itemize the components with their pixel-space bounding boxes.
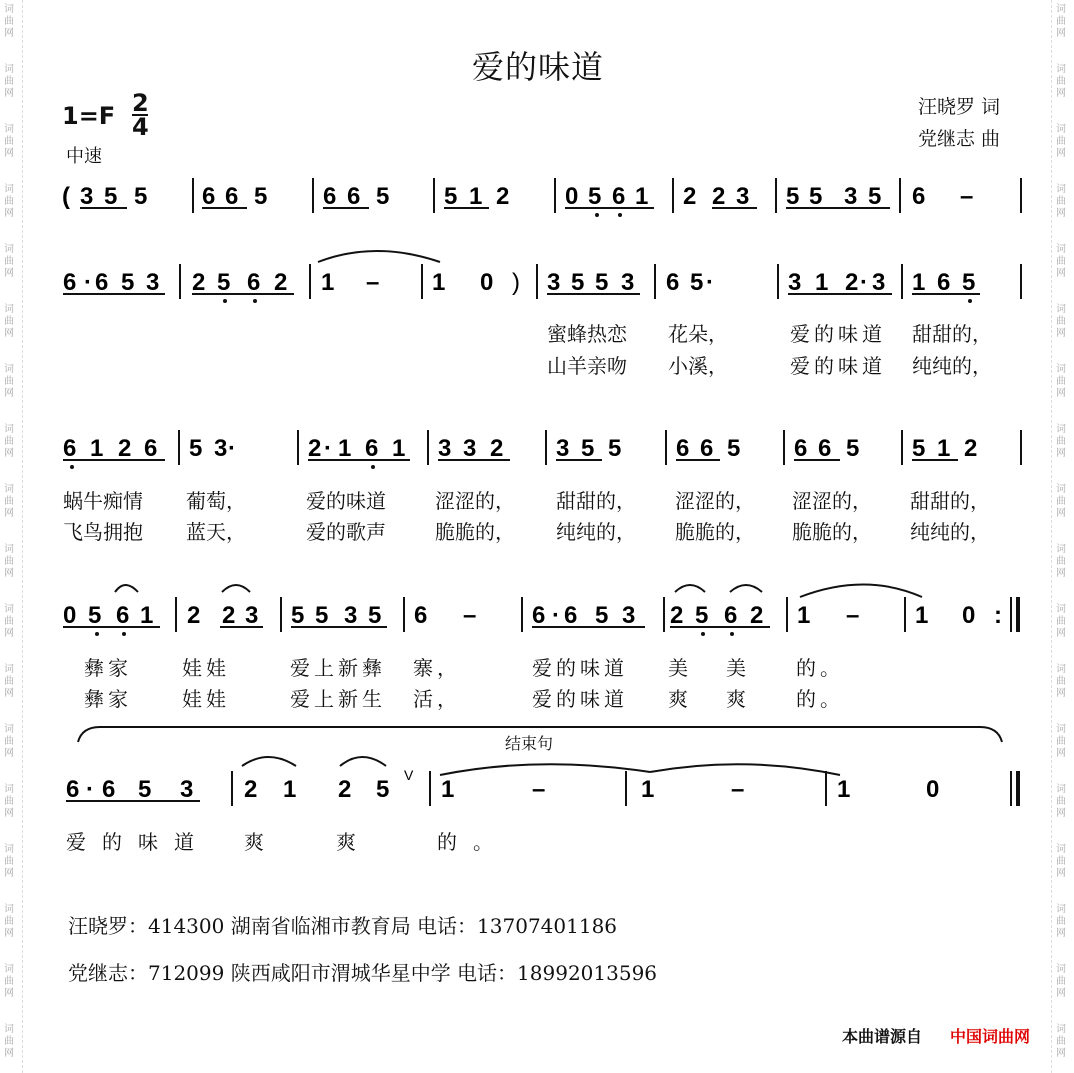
watermark-glyph: 曲	[1056, 496, 1066, 507]
watermark-glyph: 网	[1056, 868, 1066, 879]
watermark-glyph: 曲	[4, 796, 14, 807]
svg-text:6: 6	[700, 435, 714, 462]
svg-text:2: 2	[118, 435, 132, 462]
lyric-l3v1-0: 蜗牛痴情	[63, 489, 143, 513]
svg-text:5: 5	[809, 183, 823, 210]
lyric-l3v2-1: 蓝天，	[186, 520, 246, 544]
watermark-glyph: 词	[1056, 184, 1066, 195]
watermark-glyph: 曲	[1056, 16, 1066, 27]
lyric-l4v2-6: 爽	[726, 687, 750, 711]
svg-text:1: 1	[441, 776, 455, 803]
watermark-glyph: 曲	[4, 316, 14, 327]
svg-text:3: 3	[844, 183, 858, 210]
svg-text:2: 2	[845, 269, 859, 296]
svg-text:3: 3	[245, 602, 259, 629]
watermark-glyph: 曲	[1056, 76, 1066, 87]
svg-text:3: 3	[180, 776, 194, 803]
watermark-glyph: 曲	[1056, 376, 1066, 387]
svg-text:2: 2	[187, 602, 201, 629]
lyric-l4v2-1: 娃娃	[182, 687, 230, 711]
svg-text:2: 2	[750, 602, 764, 629]
svg-text:2: 2	[244, 776, 258, 803]
svg-text:6: 6	[666, 269, 680, 296]
lyric-l2v1-d: 甜甜的，	[912, 322, 992, 346]
svg-text:6: 6	[63, 269, 77, 296]
lyric-l5-2: 爽	[336, 830, 372, 854]
lyric-l4v1-3: 寨，	[413, 656, 461, 680]
svg-text:·: ·	[552, 602, 560, 629]
watermark-glyph: 网	[4, 208, 14, 219]
svg-text:5: 5	[608, 435, 622, 462]
svg-text:3: 3	[146, 269, 160, 296]
svg-text:–: –	[846, 602, 860, 629]
watermark-glyph: 网	[4, 568, 14, 579]
song-title: 爱的味道	[472, 48, 605, 86]
watermark-glyph: 曲	[1056, 556, 1066, 567]
watermark-glyph: 曲	[4, 736, 14, 747]
lyric-l3v1-2: 爱的味道	[306, 489, 386, 513]
svg-text:5: 5	[595, 269, 609, 296]
watermark-glyph: 网	[1056, 88, 1066, 99]
svg-text:3: 3	[463, 435, 477, 462]
lyric-l3v1-1: 葡萄，	[186, 489, 246, 513]
watermark-glyph: 曲	[1056, 1036, 1066, 1047]
svg-text:2: 2	[222, 602, 236, 629]
svg-text:1: 1	[321, 269, 335, 296]
watermark-glyph: 网	[4, 328, 14, 339]
lyric-l2v2-b: 小溪，	[668, 354, 728, 378]
lyric-l4v2-5: 爽	[668, 687, 692, 711]
lyric-l5-0: 爱的味道	[66, 830, 210, 854]
lyric-l3v2-7: 纯纯的，	[910, 520, 990, 544]
lyric-l3v2-5: 脆脆的，	[675, 520, 755, 544]
svg-text:6: 6	[676, 435, 690, 462]
svg-text:5: 5	[291, 602, 305, 629]
watermark-glyph: 词	[1056, 304, 1066, 315]
watermark-glyph: 曲	[4, 856, 14, 867]
svg-text:5: 5	[121, 269, 135, 296]
watermark-glyph: 词	[4, 904, 14, 915]
watermark-glyph: 曲	[4, 616, 14, 627]
svg-text:6: 6	[323, 183, 337, 210]
svg-text:1: 1	[641, 776, 655, 803]
svg-text:2: 2	[670, 602, 684, 629]
lyricist-contact: 汪晓罗：414300 湖南省临湘市教育局 电话：13707401186	[68, 914, 618, 938]
watermark-glyph: 网	[4, 388, 14, 399]
svg-text:): )	[512, 269, 520, 296]
svg-text:3: 3	[438, 435, 452, 462]
svg-text:–: –	[731, 776, 745, 803]
svg-text:0: 0	[926, 776, 940, 803]
lyric-l3v2-2: 爱的歌声	[306, 520, 386, 544]
svg-text:5: 5	[912, 435, 926, 462]
svg-text:5: 5	[588, 183, 602, 210]
watermark-glyph: 词	[4, 1024, 14, 1035]
watermark-glyph: 曲	[1056, 976, 1066, 987]
watermark-glyph: 曲	[4, 16, 14, 27]
lyric-l4v1-0: 彝家	[84, 656, 132, 680]
watermark-glyph: 网	[1056, 628, 1066, 639]
svg-text:1: 1	[90, 435, 104, 462]
watermark-glyph: 词	[4, 424, 14, 435]
svg-text:3: 3	[872, 269, 886, 296]
watermark-glyph: 词	[1056, 424, 1066, 435]
watermark-glyph: 曲	[4, 76, 14, 87]
svg-text:5: 5	[189, 435, 203, 462]
watermark-glyph: 词	[1056, 904, 1066, 915]
watermark-glyph: 曲	[1056, 316, 1066, 327]
svg-text:3: 3	[621, 269, 635, 296]
svg-text:3: 3	[214, 435, 228, 462]
svg-text:6: 6	[794, 435, 808, 462]
watermark-glyph: 网	[1056, 688, 1066, 699]
svg-text:5: 5	[138, 776, 152, 803]
svg-text:0: 0	[962, 602, 976, 629]
lyric-l3v2-0: 飞鸟拥抱	[63, 520, 143, 544]
source-label: 本曲谱源自	[842, 1027, 923, 1046]
watermark-glyph: 网	[4, 748, 14, 759]
svg-text:2: 2	[496, 183, 510, 210]
svg-text:–: –	[532, 776, 546, 803]
watermark-glyph: 网	[4, 868, 14, 879]
svg-text:·: ·	[228, 435, 236, 462]
watermark-glyph: 曲	[1056, 676, 1066, 687]
svg-text:5: 5	[254, 183, 268, 210]
lyric-l4v1-1: 娃娃	[182, 656, 230, 680]
svg-text:5: 5	[376, 183, 390, 210]
watermark-glyph: 词	[1056, 964, 1066, 975]
svg-text:–: –	[463, 602, 477, 629]
svg-text:5: 5	[868, 183, 882, 210]
svg-text:6: 6	[102, 776, 116, 803]
watermark-glyph: 词	[1056, 124, 1066, 135]
svg-text:1: 1	[912, 269, 926, 296]
watermark-glyph: 词	[1056, 364, 1066, 375]
svg-text:6: 6	[116, 602, 130, 629]
lyric-l2v2-a: 山羊亲吻	[547, 354, 627, 378]
watermark-glyph: 词	[4, 724, 14, 735]
watermark-glyph: 词	[1056, 4, 1066, 15]
lyric-l2v2-c: 爱的味道	[790, 354, 886, 378]
watermark-glyph: 曲	[1056, 616, 1066, 627]
watermark-glyph: 网	[4, 88, 14, 99]
svg-text:V: V	[404, 767, 414, 783]
watermark-glyph: 网	[4, 268, 14, 279]
svg-text:2: 2	[274, 269, 288, 296]
watermark-glyph: 词	[4, 64, 14, 75]
watermark-glyph: 网	[4, 148, 14, 159]
watermark-glyph: 词	[1056, 244, 1066, 255]
watermark-glyph: 网	[4, 928, 14, 939]
lyric-l3v1-4: 甜甜的，	[556, 489, 636, 513]
svg-text:5: 5	[88, 602, 102, 629]
site-name-link[interactable]: 中国词曲网	[950, 1027, 1031, 1046]
watermark-glyph: 曲	[1056, 916, 1066, 927]
svg-text:2: 2	[712, 183, 726, 210]
watermark-glyph: 网	[1056, 328, 1066, 339]
watermark-glyph: 网	[4, 808, 14, 819]
watermark-glyph: 曲	[1056, 856, 1066, 867]
key-signature: 1=F	[62, 102, 116, 130]
svg-text:5: 5	[846, 435, 860, 462]
lyric-l3v1-3: 涩涩的，	[435, 489, 515, 513]
svg-text:–: –	[366, 269, 380, 296]
svg-text:5: 5	[376, 776, 390, 803]
svg-text:0: 0	[63, 602, 77, 629]
lyric-l3v2-3: 脆脆的，	[435, 520, 515, 544]
watermark-glyph: 网	[1056, 928, 1066, 939]
svg-text:6: 6	[532, 602, 546, 629]
watermark-glyph: 词	[1056, 1024, 1066, 1035]
svg-text:5: 5	[104, 183, 118, 210]
svg-text:6: 6	[818, 435, 832, 462]
svg-text:6: 6	[66, 776, 80, 803]
lyric-l2v1-c: 爱的味道	[790, 322, 886, 346]
svg-text:5: 5	[595, 602, 609, 629]
watermark-glyph: 曲	[4, 976, 14, 987]
svg-text:5: 5	[368, 602, 382, 629]
watermark-glyph: 词	[4, 124, 14, 135]
svg-text:5: 5	[217, 269, 231, 296]
svg-text:5: 5	[695, 602, 709, 629]
svg-text:2: 2	[683, 183, 697, 210]
watermark-glyph: 曲	[4, 676, 14, 687]
svg-text:6: 6	[225, 183, 239, 210]
svg-text:6: 6	[937, 269, 951, 296]
watermark-glyph: 曲	[1056, 256, 1066, 267]
watermark-glyph: 曲	[1056, 196, 1066, 207]
watermark-glyph: 曲	[1056, 736, 1066, 747]
lyric-l3v2-6: 脆脆的，	[792, 520, 872, 544]
svg-text:3: 3	[344, 602, 358, 629]
lyric-l4v1-4: 爱的味道	[532, 656, 628, 680]
svg-text:6: 6	[95, 269, 109, 296]
lyric-l4v2-7: 的。	[796, 687, 844, 711]
svg-text:6: 6	[724, 602, 738, 629]
watermark-glyph: 网	[1056, 448, 1066, 459]
lyricist-credit: 汪晓罗 词	[918, 96, 1001, 118]
svg-text:5: 5	[690, 269, 704, 296]
svg-text::: :	[994, 602, 1002, 629]
svg-text:5: 5	[444, 183, 458, 210]
svg-text:6: 6	[564, 602, 578, 629]
lyric-l5-1: 爽	[244, 830, 280, 854]
svg-text:5: 5	[962, 269, 976, 296]
svg-text:2: 2	[964, 435, 978, 462]
watermark-glyph: 网	[1056, 208, 1066, 219]
svg-text:5: 5	[581, 435, 595, 462]
lyric-l4v2-2: 爱上新生	[290, 687, 386, 711]
time-signature-top: 2	[132, 89, 149, 117]
svg-text:1: 1	[338, 435, 352, 462]
lyric-l3v1-5: 涩涩的，	[675, 489, 755, 513]
watermark-glyph: 曲	[1056, 796, 1066, 807]
svg-text:2: 2	[308, 435, 322, 462]
watermark-glyph: 网	[1056, 988, 1066, 999]
watermark-glyph: 曲	[1056, 136, 1066, 147]
watermark-glyph: 曲	[4, 196, 14, 207]
svg-text:6: 6	[414, 602, 428, 629]
watermark-glyph: 网	[4, 988, 14, 999]
watermark-glyph: 词	[1056, 784, 1066, 795]
svg-text:6: 6	[347, 183, 361, 210]
lyric-l4v2-3: 活，	[413, 687, 461, 711]
svg-text:6: 6	[202, 183, 216, 210]
composer-credit: 党继志 曲	[918, 128, 1001, 150]
watermark-glyph: 词	[4, 964, 14, 975]
lyric-l3v1-6: 涩涩的，	[792, 489, 872, 513]
watermark-glyph: 词	[4, 844, 14, 855]
svg-text:5: 5	[727, 435, 741, 462]
watermark-glyph: 曲	[1056, 436, 1066, 447]
watermark-glyph: 词	[1056, 544, 1066, 555]
composer-contact: 党继志：712099 陕西咸阳市渭城华星中学 电话：18992013596	[68, 961, 658, 985]
watermark-glyph: 曲	[4, 496, 14, 507]
svg-text:0: 0	[480, 269, 494, 296]
svg-text:5: 5	[786, 183, 800, 210]
watermark-glyph: 曲	[4, 136, 14, 147]
watermark-glyph: 词	[4, 784, 14, 795]
watermark-glyph: 词	[1056, 604, 1066, 615]
svg-text:6: 6	[612, 183, 626, 210]
watermark-glyph: 词	[1056, 484, 1066, 495]
svg-text:·: ·	[84, 269, 92, 296]
watermark-glyph: 词	[4, 664, 14, 675]
watermark-glyph: 网	[1056, 268, 1066, 279]
lyric-l2v1-b: 花朵，	[668, 322, 728, 346]
watermark-glyph: 曲	[4, 256, 14, 267]
watermark-glyph: 曲	[4, 916, 14, 927]
svg-text:0: 0	[565, 183, 579, 210]
svg-text:–: –	[960, 183, 974, 210]
svg-text:3: 3	[547, 269, 561, 296]
watermark-glyph: 网	[1056, 28, 1066, 39]
watermark-glyph: 曲	[4, 556, 14, 567]
watermark-glyph: 词	[4, 244, 14, 255]
svg-text:1: 1	[837, 776, 851, 803]
watermark-glyph: 网	[1056, 1048, 1066, 1059]
svg-text:1: 1	[635, 183, 649, 210]
watermark-glyph: 网	[1056, 808, 1066, 819]
lyric-l4v1-5: 美	[668, 656, 692, 680]
watermark-glyph: 词	[4, 4, 14, 15]
watermark-glyph: 网	[4, 1048, 14, 1059]
svg-text:2: 2	[338, 776, 352, 803]
watermark-glyph: 网	[1056, 568, 1066, 579]
lyric-l4v1-7: 的。	[796, 656, 844, 680]
watermark-glyph: 网	[4, 508, 14, 519]
svg-text:3: 3	[788, 269, 802, 296]
time-signature-bottom: 4	[132, 113, 149, 141]
watermark-glyph: 词	[4, 544, 14, 555]
svg-text:2: 2	[192, 269, 206, 296]
watermark-glyph: 词	[4, 484, 14, 495]
watermark-glyph: 网	[1056, 148, 1066, 159]
svg-text:3: 3	[622, 602, 636, 629]
svg-text:·: ·	[86, 776, 94, 803]
svg-text:1: 1	[469, 183, 483, 210]
svg-text:1: 1	[797, 602, 811, 629]
svg-text:3: 3	[556, 435, 570, 462]
svg-text:6: 6	[912, 183, 926, 210]
watermark-glyph: 词	[1056, 844, 1066, 855]
svg-text:·: ·	[860, 269, 868, 296]
svg-text:2: 2	[490, 435, 504, 462]
svg-text:6: 6	[144, 435, 158, 462]
lyric-l2v2-d: 纯纯的，	[912, 354, 992, 378]
watermark-glyph: 词	[4, 364, 14, 375]
watermark-glyph: 曲	[4, 1036, 14, 1047]
lyric-l4v1-2: 爱上新彝	[290, 656, 386, 680]
svg-text:1: 1	[915, 602, 929, 629]
watermark-glyph: 词	[1056, 64, 1066, 75]
watermark-glyph: 词	[1056, 724, 1066, 735]
svg-text:·: ·	[324, 435, 332, 462]
svg-text:5: 5	[315, 602, 329, 629]
svg-text:(: (	[62, 183, 70, 210]
svg-text:6: 6	[247, 269, 261, 296]
coda-label: 结束句	[505, 734, 554, 753]
lyric-l5-3: 的。	[437, 830, 509, 854]
svg-text:6: 6	[63, 435, 77, 462]
watermark-glyph: 网	[1056, 508, 1066, 519]
watermark-glyph: 词	[4, 604, 14, 615]
tempo-marking: 中速	[66, 146, 102, 167]
watermark-glyph: 网	[4, 688, 14, 699]
svg-text:·: ·	[706, 269, 714, 296]
watermark-glyph: 词	[4, 184, 14, 195]
watermark-glyph: 曲	[4, 436, 14, 447]
watermark-glyph: 网	[4, 628, 14, 639]
lyric-l2v1-a: 蜜蜂热恋	[547, 322, 627, 346]
svg-text:1: 1	[140, 602, 154, 629]
svg-text:5: 5	[134, 183, 148, 210]
svg-text:5: 5	[571, 269, 585, 296]
svg-text:3: 3	[80, 183, 94, 210]
watermark-glyph: 词	[1056, 664, 1066, 675]
lyric-l3v1-7: 甜甜的，	[910, 489, 990, 513]
svg-text:1: 1	[815, 269, 829, 296]
watermark-glyph: 曲	[4, 376, 14, 387]
svg-text:1: 1	[432, 269, 446, 296]
svg-text:3: 3	[736, 183, 750, 210]
svg-text:1: 1	[937, 435, 951, 462]
watermark-glyph: 词	[4, 304, 14, 315]
lyric-l4v1-6: 美	[726, 656, 750, 680]
svg-text:6: 6	[365, 435, 379, 462]
lyric-l4v2-0: 彝家	[84, 687, 132, 711]
watermark-glyph: 网	[1056, 388, 1066, 399]
lyric-l3v2-4: 纯纯的，	[556, 520, 636, 544]
svg-text:1: 1	[392, 435, 406, 462]
svg-text:1: 1	[283, 776, 297, 803]
watermark-glyph: 网	[4, 448, 14, 459]
watermark-glyph: 网	[1056, 748, 1066, 759]
lyric-l4v2-4: 爱的味道	[532, 687, 628, 711]
watermark-glyph: 网	[4, 28, 14, 39]
